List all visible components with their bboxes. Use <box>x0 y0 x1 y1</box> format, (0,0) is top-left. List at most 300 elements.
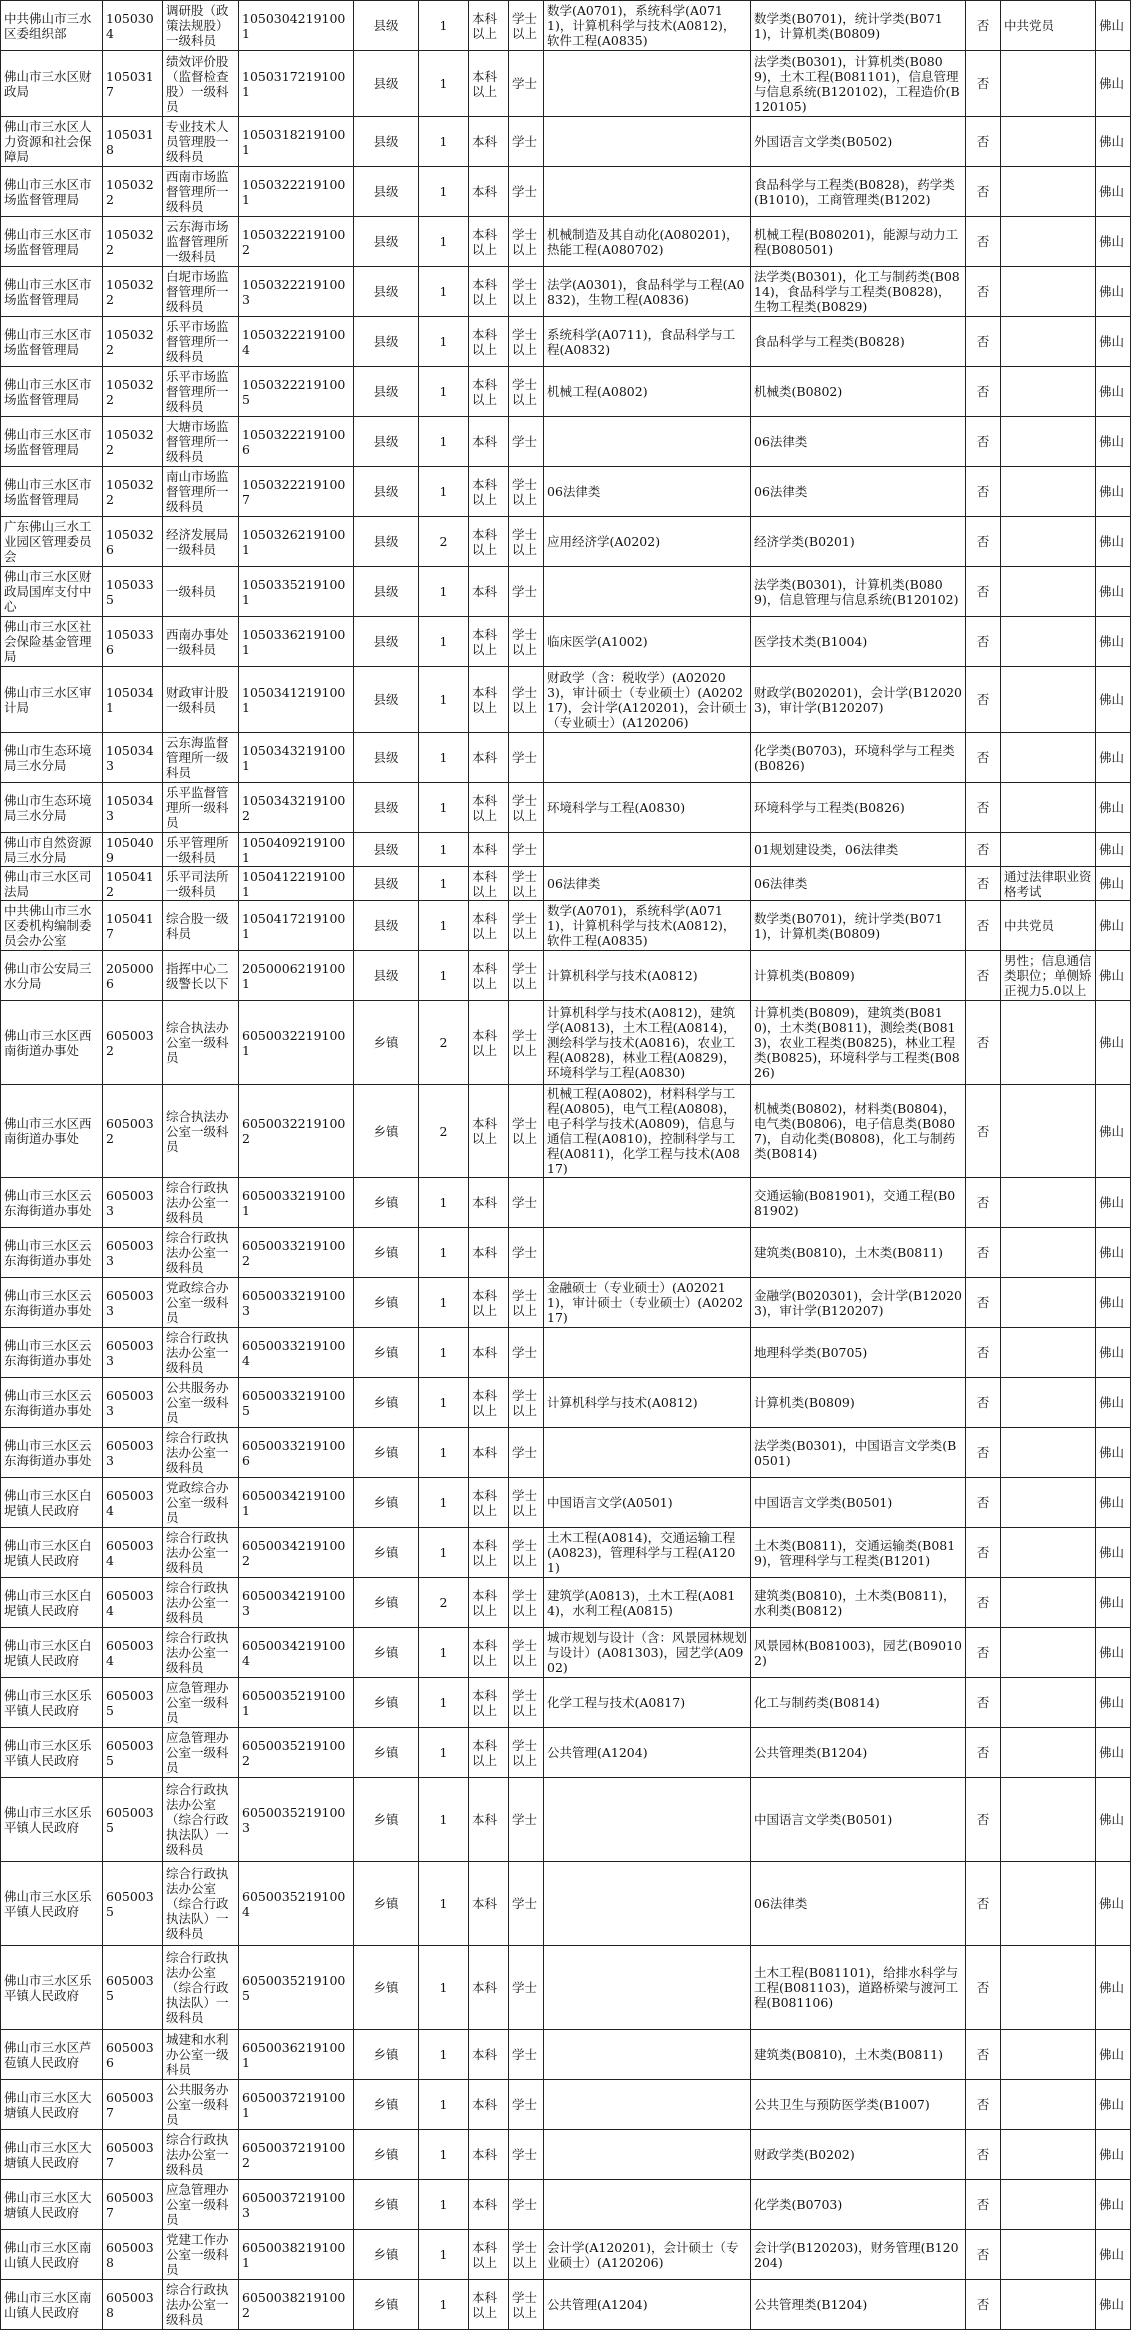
cell-post-code: 60500342191002 <box>239 1528 354 1578</box>
cell-num: 1 <box>419 617 469 667</box>
cell-region: 佛山 <box>1096 1678 1131 1728</box>
cell-unit: 佛山市生态环境局三水分局 <box>1 733 103 783</box>
cell-unit-code: 6050033 <box>103 1278 163 1328</box>
cell-other-req <box>1001 833 1096 867</box>
cell-other-req <box>1001 467 1096 517</box>
cell-level: 乡镇 <box>354 2130 419 2180</box>
cell-region: 佛山 <box>1096 1 1131 51</box>
cell-unit: 佛山市三水区大塘镇人民政府 <box>1 2080 103 2130</box>
cell-other-req <box>1001 617 1096 667</box>
cell-ug-major: 机械工程(B080201)，能源与动力工程(B080501) <box>751 217 966 267</box>
cell-post: 应急管理办公室一级科员 <box>163 1678 239 1728</box>
cell-unit-code: 6050038 <box>103 2230 163 2280</box>
table-row <box>1 667 1131 733</box>
cell-unit-code: 6050033 <box>103 1228 163 1278</box>
cell-unit-code: 1050336 <box>103 617 163 667</box>
cell-post: 党政综合办公室一级科员 <box>163 1278 239 1328</box>
cell-post: 乐平司法所一级科员 <box>163 867 239 901</box>
table-row <box>1 467 1131 517</box>
cell-region: 佛山 <box>1096 1478 1131 1528</box>
cell-num: 1 <box>419 1228 469 1278</box>
cell-grad-major: 金融硕士（专业硕士）(A020211)，审计硕士（专业硕士）(A020217) <box>544 1278 751 1328</box>
cell-level: 县级 <box>354 867 419 901</box>
cell-grad-major: 应用经济学(A0202) <box>544 517 751 567</box>
cell-post: 综合行政执法办公室（综合行政执法队）一级科员 <box>163 1862 239 1946</box>
cell-education: 本科 <box>469 1328 509 1378</box>
cell-num: 1 <box>419 1778 469 1862</box>
table-row <box>1 51 1131 117</box>
cell-post-code: 60500342191001 <box>239 1478 354 1528</box>
cell-ug-major: 06法律类 <box>751 867 966 901</box>
cell-level: 县级 <box>354 117 419 167</box>
cell-other-req <box>1001 267 1096 317</box>
cell-unit-code: 1050322 <box>103 217 163 267</box>
cell-region: 佛山 <box>1096 867 1131 901</box>
cell-num: 1 <box>419 951 469 1001</box>
cell-post: 综合行政执法办公室一级科员 <box>163 1178 239 1228</box>
cell-unit: 佛山市三水区司法局 <box>1 867 103 901</box>
cell-unit: 佛山市三水区乐平镇人民政府 <box>1 1946 103 2030</box>
cell-grad-major: 计算机科学与技术(A0812)，建筑学(A0813)，土木工程(A0814)，测绘科学与技术(A0816)，农业工程(A0828)，林业工程(A0829)，环境科学与工程(A0830) <box>544 1001 751 1085</box>
cell-fresh-grad: 否 <box>966 1228 1001 1278</box>
cell-ug-major: 计算机类(B0809) <box>751 1378 966 1428</box>
cell-other-req <box>1001 367 1096 417</box>
cell-ug-major: 环境科学与工程类(B0826) <box>751 783 966 833</box>
table-row <box>1 1178 1131 1228</box>
cell-post-code: 60500382191002 <box>239 2280 354 2330</box>
cell-unit: 佛山市三水区白坭镇人民政府 <box>1 1578 103 1628</box>
cell-post: 党建工作办公室一级科员 <box>163 2230 239 2280</box>
cell-num: 1 <box>419 783 469 833</box>
cell-level: 乡镇 <box>354 1085 419 1178</box>
cell-fresh-grad: 否 <box>966 1728 1001 1778</box>
cell-region: 佛山 <box>1096 2230 1131 2280</box>
cell-education: 本科 <box>469 1946 509 2030</box>
cell-education: 本科以上 <box>469 467 509 517</box>
cell-unit: 佛山市三水区社会保险基金管理局 <box>1 617 103 667</box>
cell-degree: 学士 <box>509 167 544 217</box>
cell-post-code: 60500322191002 <box>239 1085 354 1178</box>
cell-grad-major: 系统科学(A0711)，食品科学与工程(A0832) <box>544 317 751 367</box>
cell-degree: 学士 <box>509 733 544 783</box>
cell-grad-major: 06法律类 <box>544 867 751 901</box>
cell-num: 1 <box>419 2280 469 2330</box>
table-row <box>1 901 1131 951</box>
cell-unit-code: 1050322 <box>103 367 163 417</box>
cell-unit: 佛山市生态环境局三水分局 <box>1 783 103 833</box>
cell-education: 本科以上 <box>469 267 509 317</box>
cell-education: 本科以上 <box>469 1728 509 1778</box>
cell-post: 综合行政执法办公室一级科员 <box>163 1628 239 1678</box>
cell-post: 综合执法办公室一级科员 <box>163 1085 239 1178</box>
cell-grad-major: 机械制造及其自动化(A080201)，热能工程(A080702) <box>544 217 751 267</box>
cell-unit: 中共佛山市三水区委机构编制委员会办公室 <box>1 901 103 951</box>
table-row <box>1 951 1131 1001</box>
cell-degree: 学士以上 <box>509 1578 544 1628</box>
cell-level: 乡镇 <box>354 1528 419 1578</box>
cell-num: 1 <box>419 867 469 901</box>
cell-other-req <box>1001 1085 1096 1178</box>
table-row <box>1 1778 1131 1862</box>
cell-post-code: 60500342191004 <box>239 1628 354 1678</box>
cell-post-code: 10503262191001 <box>239 517 354 567</box>
cell-unit: 佛山市三水区白坭镇人民政府 <box>1 1628 103 1678</box>
cell-fresh-grad: 否 <box>966 567 1001 617</box>
cell-post-code: 10504172191001 <box>239 901 354 951</box>
cell-region: 佛山 <box>1096 1728 1131 1778</box>
cell-grad-major: 公共管理(A1204) <box>544 1728 751 1778</box>
cell-ug-major: 土木类(B0811)，交通运输类(B0819)，管理科学与工程类(B1201) <box>751 1528 966 1578</box>
cell-ug-major: 中国语言文学类(B0501) <box>751 1778 966 1862</box>
cell-level: 县级 <box>354 267 419 317</box>
cell-unit-code: 1050322 <box>103 317 163 367</box>
cell-num: 1 <box>419 1378 469 1428</box>
cell-unit: 佛山市三水区市场监督管理局 <box>1 217 103 267</box>
cell-unit-code: 1050326 <box>103 517 163 567</box>
cell-grad-major <box>544 117 751 167</box>
cell-num: 1 <box>419 1 469 51</box>
cell-region: 佛山 <box>1096 1778 1131 1862</box>
cell-fresh-grad: 否 <box>966 1001 1001 1085</box>
cell-post-code: 10503222191004 <box>239 317 354 367</box>
cell-degree: 学士以上 <box>509 217 544 267</box>
cell-education: 本科以上 <box>469 951 509 1001</box>
cell-ug-major: 公共卫生与预防医学类(B1007) <box>751 2080 966 2130</box>
cell-post-code: 60500332191003 <box>239 1278 354 1328</box>
cell-post: 乐平市场监督管理所一级科员 <box>163 317 239 367</box>
cell-region: 佛山 <box>1096 217 1131 267</box>
cell-region: 佛山 <box>1096 1578 1131 1628</box>
cell-education: 本科 <box>469 417 509 467</box>
cell-education: 本科以上 <box>469 1001 509 1085</box>
cell-fresh-grad: 否 <box>966 1 1001 51</box>
cell-unit: 佛山市三水区云东海街道办事处 <box>1 1428 103 1478</box>
cell-other-req <box>1001 2080 1096 2130</box>
cell-other-req: 中共党员 <box>1001 901 1096 951</box>
cell-other-req <box>1001 2180 1096 2230</box>
cell-grad-major: 城市规划与设计（含：风景园林规划与设计）(A081303)，园艺学(A0902) <box>544 1628 751 1678</box>
cell-ug-major: 化工与制药类(B0814) <box>751 1678 966 1728</box>
cell-fresh-grad: 否 <box>966 1478 1001 1528</box>
cell-level: 乡镇 <box>354 2030 419 2080</box>
cell-region: 佛山 <box>1096 2080 1131 2130</box>
cell-fresh-grad: 否 <box>966 951 1001 1001</box>
cell-num: 1 <box>419 217 469 267</box>
cell-fresh-grad: 否 <box>966 1862 1001 1946</box>
cell-post: 应急管理办公室一级科员 <box>163 2180 239 2230</box>
cell-other-req <box>1001 1378 1096 1428</box>
cell-ug-major: 土木工程(B081101)，给排水科学与工程(B081103)，道路桥梁与渡河工程(B081106) <box>751 1946 966 2030</box>
cell-grad-major: 中国语言文学(A0501) <box>544 1478 751 1528</box>
cell-unit-code: 1050318 <box>103 117 163 167</box>
cell-grad-major <box>544 1228 751 1278</box>
cell-degree: 学士以上 <box>509 2230 544 2280</box>
cell-unit-code: 1050317 <box>103 51 163 117</box>
cell-region: 佛山 <box>1096 667 1131 733</box>
table-row <box>1 1628 1131 1678</box>
cell-education: 本科 <box>469 1428 509 1478</box>
table-row <box>1 2230 1131 2280</box>
cell-region: 佛山 <box>1096 51 1131 117</box>
cell-other-req <box>1001 2230 1096 2280</box>
cell-unit: 佛山市三水区南山镇人民政府 <box>1 2230 103 2280</box>
cell-post-code: 60500322191001 <box>239 1001 354 1085</box>
cell-level: 乡镇 <box>354 2230 419 2280</box>
cell-unit-code: 1050304 <box>103 1 163 51</box>
cell-degree: 学士以上 <box>509 1001 544 1085</box>
cell-fresh-grad: 否 <box>966 1428 1001 1478</box>
cell-level: 乡镇 <box>354 1228 419 1278</box>
cell-unit-code: 6050034 <box>103 1528 163 1578</box>
cell-education: 本科以上 <box>469 867 509 901</box>
cell-num: 2 <box>419 1578 469 1628</box>
cell-region: 佛山 <box>1096 317 1131 367</box>
table-row <box>1 267 1131 317</box>
cell-degree: 学士以上 <box>509 617 544 667</box>
cell-num: 1 <box>419 1678 469 1728</box>
cell-level: 乡镇 <box>354 1778 419 1862</box>
cell-degree: 学士以上 <box>509 1278 544 1328</box>
cell-unit: 佛山市三水区南山镇人民政府 <box>1 2280 103 2330</box>
cell-unit-code: 1050341 <box>103 667 163 733</box>
cell-unit: 佛山市三水区乐平镇人民政府 <box>1 1728 103 1778</box>
cell-other-req <box>1001 1478 1096 1528</box>
cell-unit-code: 1050322 <box>103 167 163 217</box>
cell-ug-major: 化学类(B0703) <box>751 2180 966 2230</box>
cell-degree: 学士以上 <box>509 367 544 417</box>
cell-post: 经济发展局一级科员 <box>163 517 239 567</box>
cell-grad-major: 机械工程(A0802) <box>544 367 751 417</box>
cell-post: 综合执法办公室一级科员 <box>163 1001 239 1085</box>
cell-degree: 学士以上 <box>509 517 544 567</box>
cell-education: 本科以上 <box>469 1628 509 1678</box>
cell-grad-major <box>544 2130 751 2180</box>
cell-education: 本科 <box>469 833 509 867</box>
cell-post-code: 60500352191005 <box>239 1946 354 2030</box>
cell-level: 县级 <box>354 667 419 733</box>
table-row <box>1 1228 1131 1278</box>
cell-unit: 佛山市三水区审计局 <box>1 667 103 733</box>
cell-other-req <box>1001 1862 1096 1946</box>
cell-num: 1 <box>419 733 469 783</box>
cell-post-code: 60500382191001 <box>239 2230 354 2280</box>
cell-region: 佛山 <box>1096 783 1131 833</box>
cell-grad-major: 数学(A0701)，系统科学(A0711)，计算机科学与技术(A0812)，软件工程(A0835) <box>544 1 751 51</box>
cell-education: 本科以上 <box>469 1678 509 1728</box>
cell-post: 综合行政执法办公室一级科员 <box>163 2130 239 2180</box>
cell-education: 本科 <box>469 2180 509 2230</box>
cell-num: 2 <box>419 517 469 567</box>
cell-ug-major: 数学类(B0701)，统计学类(B0711)，计算机类(B0809) <box>751 1 966 51</box>
cell-ug-major: 财政学类(B0202) <box>751 2130 966 2180</box>
cell-unit: 佛山市三水区白坭镇人民政府 <box>1 1478 103 1528</box>
table-row <box>1 783 1131 833</box>
table-row <box>1 367 1131 417</box>
cell-unit-code: 6050037 <box>103 2080 163 2130</box>
cell-grad-major: 数学(A0701)，系统科学(A0711)，计算机科学与技术(A0812)，软件工程(A0835) <box>544 901 751 951</box>
table-row <box>1 1 1131 51</box>
cell-post-code: 60500332191006 <box>239 1428 354 1478</box>
cell-education: 本科以上 <box>469 217 509 267</box>
cell-degree: 学士以上 <box>509 667 544 733</box>
cell-post: 综合股一级科员 <box>163 901 239 951</box>
cell-post: 综合行政执法办公室（综合行政执法队）一级科员 <box>163 1778 239 1862</box>
cell-num: 1 <box>419 1946 469 2030</box>
cell-fresh-grad: 否 <box>966 1278 1001 1328</box>
cell-level: 乡镇 <box>354 1178 419 1228</box>
cell-region: 佛山 <box>1096 2280 1131 2330</box>
cell-num: 1 <box>419 2130 469 2180</box>
cell-education: 本科以上 <box>469 2230 509 2280</box>
table-row <box>1 1001 1131 1085</box>
cell-level: 县级 <box>354 51 419 117</box>
cell-unit-code: 6050032 <box>103 1001 163 1085</box>
cell-post-code: 10503042191001 <box>239 1 354 51</box>
cell-unit-code: 6050033 <box>103 1378 163 1428</box>
cell-unit-code: 6050038 <box>103 2280 163 2330</box>
cell-ug-major: 法学类(B0301)，中国语言文学类(B0501) <box>751 1428 966 1478</box>
cell-post-code: 60500332191001 <box>239 1178 354 1228</box>
cell-num: 1 <box>419 467 469 517</box>
cell-unit-code: 1050412 <box>103 867 163 901</box>
cell-unit: 佛山市三水区财政局 <box>1 51 103 117</box>
cell-region: 佛山 <box>1096 417 1131 467</box>
cell-education: 本科 <box>469 167 509 217</box>
cell-region: 佛山 <box>1096 2030 1131 2080</box>
cell-fresh-grad: 否 <box>966 783 1001 833</box>
table-body <box>1 1 1131 2330</box>
cell-unit: 佛山市三水区白坭镇人民政府 <box>1 1528 103 1578</box>
cell-other-req <box>1001 1178 1096 1228</box>
cell-grad-major <box>544 1862 751 1946</box>
cell-num: 1 <box>419 1178 469 1228</box>
cell-fresh-grad: 否 <box>966 417 1001 467</box>
cell-level: 乡镇 <box>354 1328 419 1378</box>
cell-num: 1 <box>419 117 469 167</box>
cell-unit: 佛山市三水区市场监督管理局 <box>1 167 103 217</box>
table-row <box>1 1528 1131 1578</box>
cell-other-req <box>1001 1578 1096 1628</box>
cell-region: 佛山 <box>1096 1628 1131 1678</box>
cell-region: 佛山 <box>1096 1946 1131 2030</box>
cell-unit-code: 6050037 <box>103 2130 163 2180</box>
cell-unit: 广东佛山三水工业园区管理委员会 <box>1 517 103 567</box>
cell-num: 2 <box>419 1085 469 1178</box>
cell-fresh-grad: 否 <box>966 2080 1001 2130</box>
cell-education: 本科以上 <box>469 901 509 951</box>
cell-fresh-grad: 否 <box>966 1528 1001 1578</box>
cell-unit: 佛山市三水区云东海街道办事处 <box>1 1328 103 1378</box>
cell-level: 县级 <box>354 317 419 367</box>
cell-education: 本科以上 <box>469 317 509 367</box>
cell-level: 县级 <box>354 467 419 517</box>
cell-post-code: 60500332191004 <box>239 1328 354 1378</box>
cell-unit-code: 1050322 <box>103 267 163 317</box>
cell-education: 本科以上 <box>469 667 509 733</box>
cell-grad-major <box>544 1778 751 1862</box>
cell-post-code: 10504122191001 <box>239 867 354 901</box>
cell-ug-major: 建筑类(B0810)，土木类(B0811)，水利类(B0812) <box>751 1578 966 1628</box>
cell-other-req <box>1001 1428 1096 1478</box>
cell-num: 1 <box>419 667 469 733</box>
cell-post: 综合行政执法办公室一级科员 <box>163 2280 239 2330</box>
cell-degree: 学士以上 <box>509 1628 544 1678</box>
cell-num: 1 <box>419 1862 469 1946</box>
cell-post-code: 20500062191001 <box>239 951 354 1001</box>
cell-grad-major: 土木工程(A0814)，交通运输工程(A0823)，管理科学与工程(A1201) <box>544 1528 751 1578</box>
cell-ug-major: 风景园林(B081003)，园艺(B090102) <box>751 1628 966 1678</box>
cell-region: 佛山 <box>1096 1428 1131 1478</box>
cell-post-code: 10503412191001 <box>239 667 354 733</box>
cell-post-code: 60500372191001 <box>239 2080 354 2130</box>
cell-post: 公共服务办公室一级科员 <box>163 2080 239 2130</box>
cell-unit: 佛山市三水区财政局国库支付中心 <box>1 567 103 617</box>
cell-post-code: 10503182191001 <box>239 117 354 167</box>
cell-grad-major <box>544 51 751 117</box>
cell-education: 本科以上 <box>469 1578 509 1628</box>
cell-fresh-grad: 否 <box>966 833 1001 867</box>
cell-unit: 佛山市三水区市场监督管理局 <box>1 367 103 417</box>
table-row <box>1 2130 1131 2180</box>
cell-grad-major: 机械工程(A0802)，材料科学与工程(A0805)，电气工程(A0808)，电子科学与技术(A0809)，信息与通信工程(A0810)，控制科学与工程(A0811)，化学工程与技术(A0817) <box>544 1085 751 1178</box>
cell-education: 本科 <box>469 2130 509 2180</box>
cell-fresh-grad: 否 <box>966 2030 1001 2080</box>
cell-education: 本科 <box>469 733 509 783</box>
cell-degree: 学士以上 <box>509 467 544 517</box>
cell-fresh-grad: 否 <box>966 2130 1001 2180</box>
cell-region: 佛山 <box>1096 2130 1131 2180</box>
cell-degree: 学士以上 <box>509 1 544 51</box>
cell-unit-code: 1050335 <box>103 567 163 617</box>
cell-post-code: 60500362191001 <box>239 2030 354 2080</box>
cell-degree: 学士 <box>509 1778 544 1862</box>
cell-level: 乡镇 <box>354 1378 419 1428</box>
cell-post: 白坭市场监督管理所一级科员 <box>163 267 239 317</box>
cell-other-req <box>1001 1278 1096 1328</box>
cell-education: 本科 <box>469 2030 509 2080</box>
cell-degree: 学士以上 <box>509 1478 544 1528</box>
cell-degree: 学士以上 <box>509 867 544 901</box>
cell-num: 1 <box>419 1478 469 1528</box>
cell-num: 1 <box>419 901 469 951</box>
cell-region: 佛山 <box>1096 2180 1131 2230</box>
cell-ug-major: 外国语言文学类(B0502) <box>751 117 966 167</box>
cell-region: 佛山 <box>1096 617 1131 667</box>
cell-grad-major: 会计学(A120201)，会计硕士（专业硕士）(A120206) <box>544 2230 751 2280</box>
cell-post-code: 10503222191007 <box>239 467 354 517</box>
cell-region: 佛山 <box>1096 1228 1131 1278</box>
table-row <box>1 117 1131 167</box>
cell-unit-code: 6050035 <box>103 1678 163 1728</box>
cell-region: 佛山 <box>1096 117 1131 167</box>
cell-unit-code: 2050006 <box>103 951 163 1001</box>
cell-education: 本科 <box>469 1778 509 1862</box>
cell-region: 佛山 <box>1096 833 1131 867</box>
cell-education: 本科以上 <box>469 2280 509 2330</box>
cell-fresh-grad: 否 <box>966 1085 1001 1178</box>
cell-unit: 佛山市三水区市场监督管理局 <box>1 267 103 317</box>
cell-num: 1 <box>419 51 469 117</box>
cell-degree: 学士以上 <box>509 1528 544 1578</box>
cell-unit: 佛山市三水区西南街道办事处 <box>1 1001 103 1085</box>
cell-num: 2 <box>419 1001 469 1085</box>
cell-degree: 学士以上 <box>509 1085 544 1178</box>
cell-num: 1 <box>419 2180 469 2230</box>
table-row <box>1 167 1131 217</box>
cell-unit-code: 6050035 <box>103 1778 163 1862</box>
cell-degree: 学士 <box>509 2080 544 2130</box>
table-row <box>1 1328 1131 1378</box>
